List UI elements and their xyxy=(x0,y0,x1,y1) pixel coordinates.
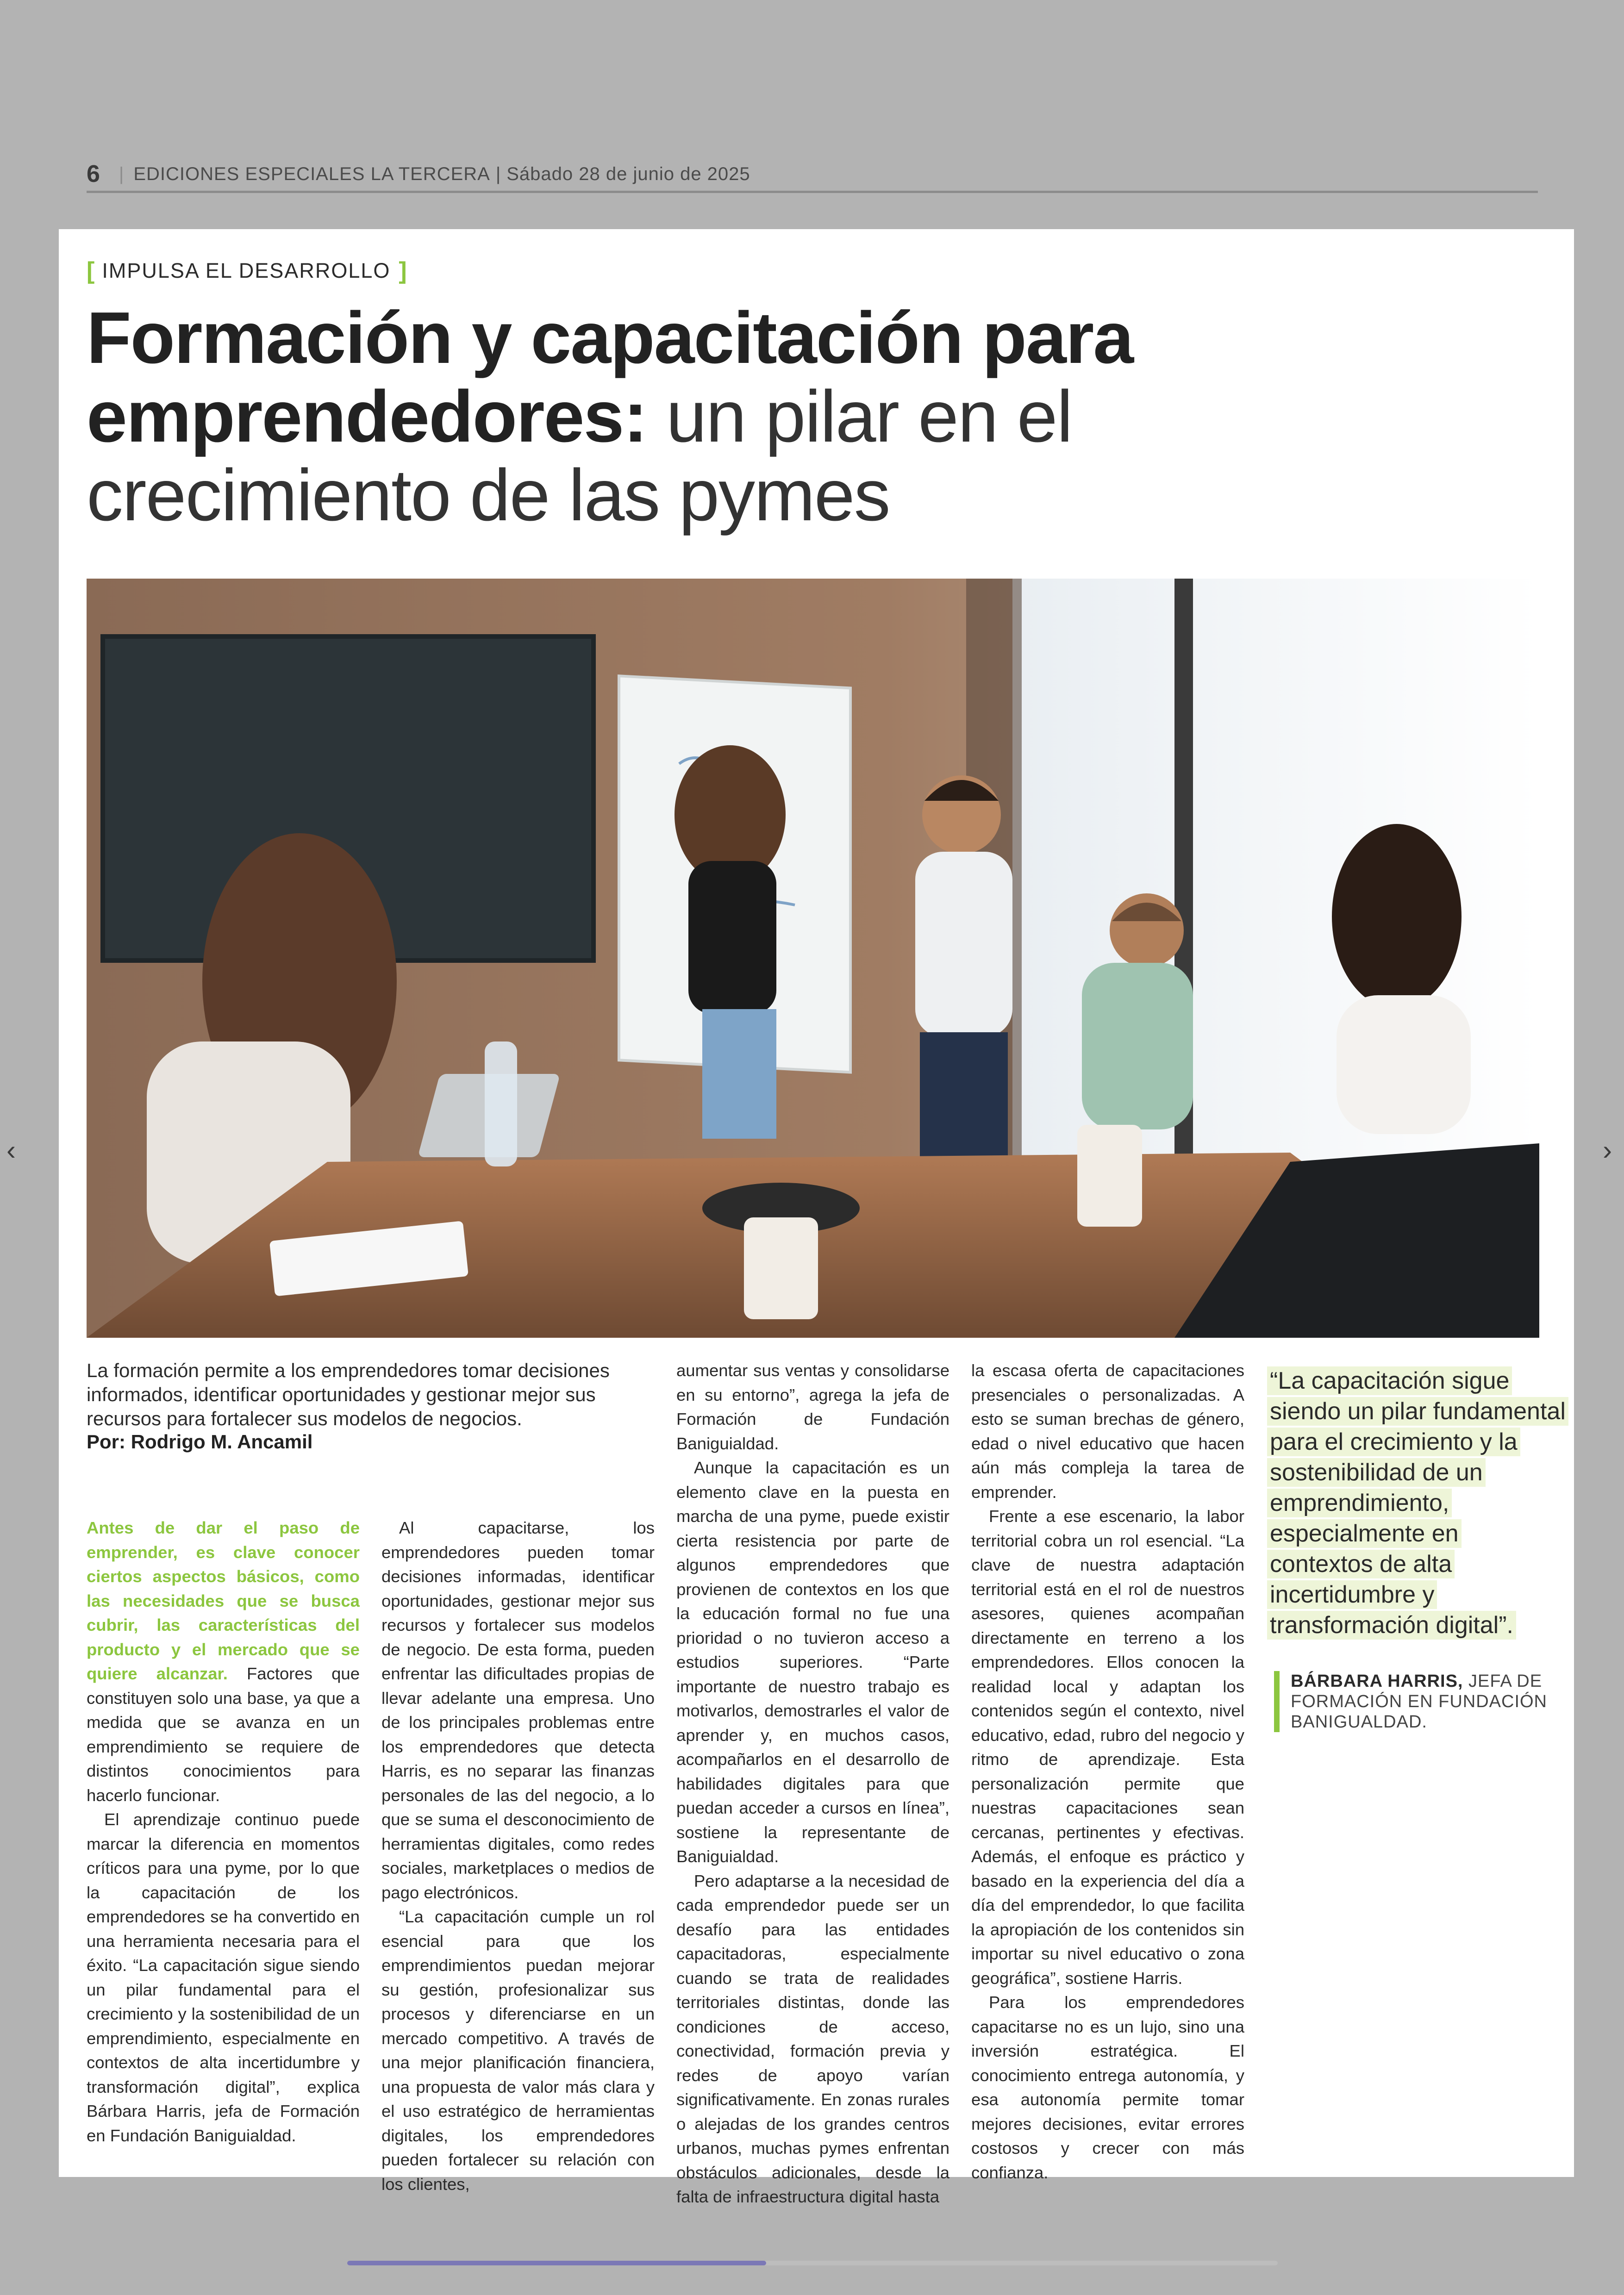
column-4-paragraph-2: Frente a ese escenario, la labor territorial cobra un rol esencial. “La clave de nuestra adaptación territorial está en el rol de nuestros asesores, quienes acompañan directamente en terreno a los emprendedores. Ellos conocen la realidad local y adaptan los contenidos según el contexto, nivel educativo, edad, rubro del negocio y ritmo de aprendizaje. Esta personalización permite que nuestras capacitaciones sean cercanas, pertinentes y efectivas. Además, el enfoque es práctico y basado en la experiencia del día a día del emprendedor, lo que facilita la apropiación de los contenidos sin importar su nivel educativo o zona geográfica”, sostiene Harris. xyxy=(971,1507,1244,1988)
folio-separator: | xyxy=(119,163,125,184)
column-3-paragraph-1: aumentar sus ventas y consolidarse en su entorno”, agrega la jefa de Formación de Fundación Baniguialdad. xyxy=(676,1361,949,1453)
headline-bold-2: emprendedores: xyxy=(87,376,647,457)
previous-page-button[interactable] xyxy=(6,1134,16,1166)
office-training-photo-illustration xyxy=(87,579,1539,1338)
pull-quote-text: “La capacitación sigue siendo un pilar fundamental para el crecimiento y la sostenibilidad de un emprendimiento, especialmente en contextos de alta incertidumbre y transformación digital”. xyxy=(1267,1366,1568,1640)
scrollbar-thumb[interactable] xyxy=(347,2261,766,2265)
chevron-right-icon: › xyxy=(1603,1135,1612,1166)
article-photo xyxy=(87,579,1539,1338)
page-scrollbar[interactable] xyxy=(347,2261,1278,2265)
next-page-button[interactable] xyxy=(1603,1134,1612,1166)
kicker-bracket-left: [ xyxy=(87,257,96,284)
chevron-left-icon: ‹ xyxy=(6,1135,16,1166)
headline-light-2: crecimiento de las pymes xyxy=(87,455,890,536)
pull-quote xyxy=(1267,1366,1568,1640)
headline-bold-1: Formación y capacitación para xyxy=(87,297,1133,379)
attribution-role: JEFA DE FORMACIÓN EN FUNDACIÓN BANIGUALDAD. xyxy=(1291,1671,1547,1732)
article-column-4 xyxy=(971,1359,1244,2185)
article-column-1 xyxy=(87,1516,360,2148)
quote-attribution xyxy=(1274,1671,1564,1732)
page-number: 6 xyxy=(87,161,100,187)
column-2-paragraph-2: “La capacitación cumple un rol esencial para que los emprendimientos puedan mejorar su gestión, profesionalizar sus procesos y diferenciarse en un mercado competitivo. A través de una mejor planificación financiera, una propuesta de valor más clara y el uso estratégico de herramientas digitales, los emprendedores pueden fortalecer su relación con los clientes, xyxy=(381,1907,655,2194)
page-folio xyxy=(87,157,1538,193)
column-3-paragraph-3: Pero adaptarse a la necesidad de cada emprendedor puede ser un desafío para las entidades capacitadoras, especialmente cuando se trata de realidades territoriales distintas, donde las condiciones de acceso, conectividad, formación previa y redes de apoyo varían significativamente. En zonas rurales o alejadas de los grandes centros urbanos, muchas pymes enfrentan obstáculos adicionales, desde la falta de infraestructura digital hasta xyxy=(676,1871,949,2206)
kicker-bracket-right: ] xyxy=(399,257,408,284)
byline: Por: Rodrigo M. Ancamil xyxy=(87,1431,313,1453)
column-1-paragraph-2: El aprendizaje continuo puede marcar la diferencia en momentos críticos para una pyme, por lo que la capacitación de los emprendedores se ha convertido en una herramienta necesaria para el éxito. “La capacitación sigue siendo un pilar fundamental para el crecimiento y la sostenibilidad de un emprendimiento, especialmente en contextos de alta incertidumbre y transformación digital”, explica Bárbara Harris, jefa de Formación en Fundación Baniguialdad. xyxy=(87,1810,360,2145)
article-headline xyxy=(87,299,1475,535)
article-column-2 xyxy=(381,1516,655,2196)
publication-name: EDICIONES ESPECIALES LA TERCERA xyxy=(133,163,490,184)
attribution-name: BÁRBARA HARRIS, xyxy=(1291,1671,1463,1691)
newspaper-page xyxy=(59,229,1574,2206)
kicker-text: IMPULSA EL DESARROLLO xyxy=(102,259,391,282)
column-2-paragraph-1: Al capacitarse, los emprendedores pueden tomar decisiones informadas, identificar oportunidades, gestionar mejor sus recursos y fortalecer sus modelos de negocio. De esta forma, pueden enfrentar las dificultades propias de llevar adelante una empresa. Uno de los principales problemas entre los emprendedores que detecta Harris, es no separar las finanzas personales de las del negocio, a lo que se suma el desconocimiento de herramientas digitales, como redes sociales, marketplaces o medios de pago electrónicos. xyxy=(381,1518,655,1902)
headline-light-1: un pilar en el xyxy=(647,376,1072,457)
column-3-paragraph-2: Aunque la capacitación es un elemento clave en la puesta en marcha de una pyme, puede existir cierta resistencia por parte de algunos emprendedores que provienen de contextos en los que la educación formal no fue una prioridad o no tuvieron acceso a estudios superiores. “Parte importante de nuestro trabajo es motivarlos, demostrarles el valor de aprender y, en muchos casos, acompañarlos en el desarrollo de habilidades digitales para que puedan acceder a cursos en línea”, sostiene la representante de Baniguialdad. xyxy=(676,1458,949,1866)
column-1-paragraph-1 xyxy=(87,1516,360,1808)
lead-paragraph-rest: Factores que constituyen solo una base, ya que a medida que se avanza en un emprendimiento se requiere de distintos conocimientos para hacerlo funcionar. xyxy=(87,1664,360,1805)
column-4-paragraph-1: la escasa oferta de capacitaciones presenciales o personalizadas. A esto se suman brechas de género, edad o nivel educativo que hacen aún más compleja la tarea de emprender. xyxy=(971,1361,1244,1502)
section-kicker xyxy=(87,257,408,285)
article-column-3 xyxy=(676,1359,949,2209)
column-4-paragraph-3: Para los emprendedores capacitarse no es un lujo, sino una inversión estratégica. El conocimiento entrega autonomía, y esa autonomía permite tomar mejores decisiones, evitar errores costosos y crecer con más confianza. xyxy=(971,1993,1244,2182)
folio-separator-2: | xyxy=(495,163,501,184)
photo-caption: La formación permite a los emprendedores tomar decisiones informados, identificar oportunidades y gestionar mejor sus recursos para fortalecer sus modelos de negocios. xyxy=(87,1360,610,1429)
publication-date: Sábado 28 de junio de 2025 xyxy=(506,163,750,184)
lead-in: Antes de dar el paso de emprender, es clave conocer ciertos aspectos básicos, como las necesidades que se busca cubrir, las características del producto y el mercado que se quiere alcanzar. xyxy=(87,1518,360,1683)
